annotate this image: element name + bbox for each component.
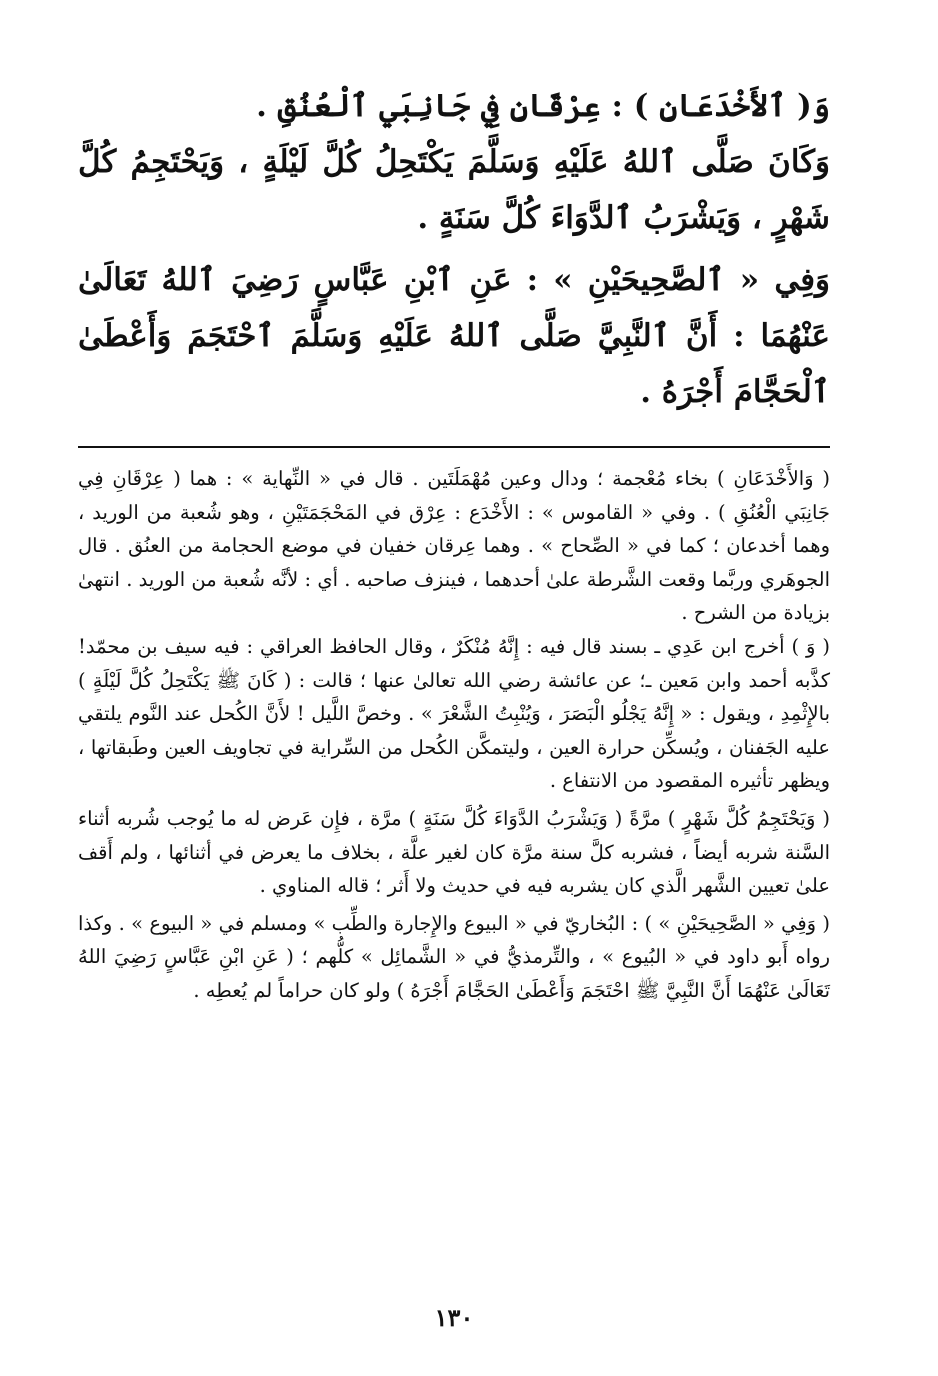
main-paragraph-akhdaan: وَ( ٱلأَخْدَعَانِ ) : عِرْقَانِ فِي جَانِبَي ٱلْعُنُقِ . [256,88,830,124]
footnote-divider [78,446,830,448]
page-number: ١٣٠ [434,1303,474,1332]
commentary-paragraph-kohl: ( وَ ) أخرج ابن عَدِي ـ بسند قال فيه : إِنَّهُ مُنْكَرٌ ، وقال الحافظ العراقي : فيه سيف بن محمّد! كذَّبه أحمد وابن مَعين ـ؛ عن عائشة رضي الله تعالىٰ عنها ؛ قالت : ( كَانَ ﷺ يَكْتَحِلُ كُلَّ لَيْلَةٍ ) بالإِثْمِدِ ، ويقول : « إِنَّهُ يَجْلُو الْبَصَرَ ، وَيُنْبِتُ الشَّعْرَ » . وخصَّ اللَّيل ! لأَنَّ الكُحل عند النَّوم يلتقي عليه الجَفنان ، ويُسكِّن حرارة العين ، وليتمكَّن الكُحل من السِّراية في تجاويف العين وطَبقاتها ، ويظهر تأثيره المقصود من الانتفاع . [78,634,830,793]
book-page [78,78,830,1338]
commentary-paragraph-akhdaan: ( وَالأَخْدَعَانِ ) بخاء مُعْجمة ؛ ودال وعين مُهْمَلَتَين . قال في « النِّهاية » : هما ( عِرْقَانِ فِي جَانِبَي الْعُنُقِ ) . وفي « القاموس » : الأَخْدَع : عِرْق في المَحْجَمَتَيْنِ ، وهو شُعبة من الوريد ، وهما أخدعان ؛ كما في « الصِّحاح » . وهما عِرقان خفيان في موضع الحجامة من العنُق . قال الجوهَري وربَّما وقعت الشَّرطة علىٰ أحدهما ، فينزف صاحبه . أي : لأنَّه شُعبة من الوريد . انتهىٰ بزيادة من الشرح . [78,467,830,625]
main-paragraph-kohl-cupping: وَكَانَ صَلَّى ٱللهُ عَلَيْهِ وَسَلَّمَ يَكْتَحِلُ كُلَّ لَيْلَةٍ ، وَيَحْتَجِمُ كُلَّ شَهْرٍ ، وَيَشْرَبُ ٱلدَّوَاءَ كُلَّ سَنَةٍ . [78,144,830,236]
commentary-paragraph-sahihayn: ( وَفِي « الصَّحِيحَيْنِ » ) : البُخاريّ في « البيوع والإِجارة والطِّب » ومسلم في « البيوع » . وكذا رواه أَبو داود في « البُيوع » ، والتِّرمذيُّ في « الشَّمائِل » كلُّهم ؛ ( عَنِ ابْنِ عَبَّاسٍ رَضِيَ اللهُ تَعَالَىٰ عَنْهُمَا أَنَّ النَّبِيَّ ﷺ احْتَجَمَ وَأَعْطَىٰ الحَجَّامَ أَجْرَهُ ) ولو كان حراماً لم يُعطِه . [78,911,830,1002]
commentary [78,462,830,1008]
main-paragraph-sahihayn: وَفِي « ٱلصَّحِيحَيْنِ » : عَنِ ٱبْنِ عَبَّاسٍ رَضِيَ ٱللهُ تَعَالَىٰ عَنْهُمَا : أَنَّ ٱلنَّبِيَّ صَلَّى ٱللهُ عَلَيْهِ وَسَلَّمَ ٱحْتَجَمَ وَأَعْطَىٰ ٱلْحَجَّامَ أَجْرَهُ . [78,262,830,410]
commentary-paragraph-cupping: ( وَيَحْتَجِمُ كُلَّ شَهْرٍ ) مرَّةً ( وَيَشْرَبُ الدَّوَاءَ كُلَّ سَنَةٍ ) مرَّة ، فإِن عَرض له ما يُوجب شُربه أثناء السَّنة شربه أيضاً ، فشربه كلَّ سنة مرَّة كان لغير علَّة ، بخلاف ما يعرض في أثنائها ، ولم أَقف علىٰ تعيين الشَّهر الَّذي كان يشربه فيه في حديث ولا أَثر ؛ قاله المناوي . [78,806,830,898]
main-text [78,78,830,420]
